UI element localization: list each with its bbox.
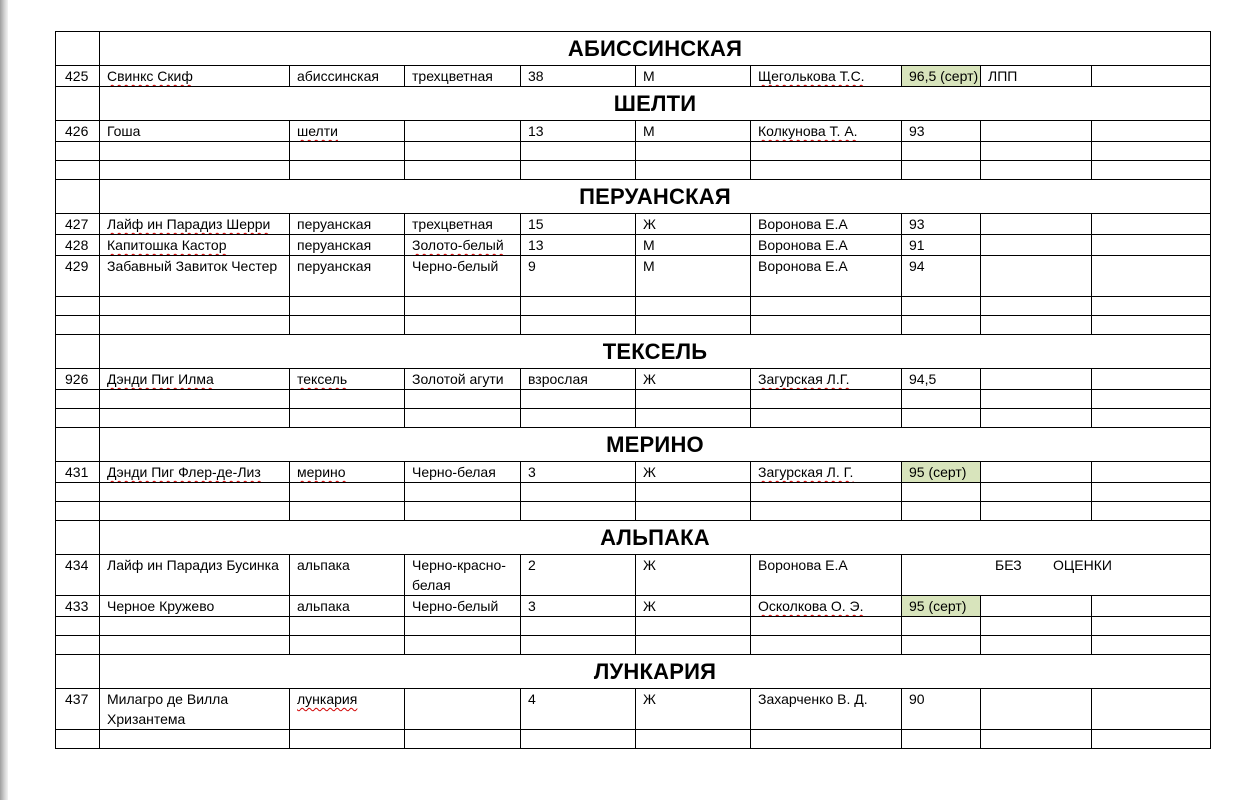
score: 94,5 [902,369,981,390]
animal-name [100,66,290,87]
blank-cell [1092,66,1211,87]
color-text: Золото-белый [412,237,504,253]
owner [751,596,902,617]
animal-name [100,214,290,235]
section-blank-cell [56,335,100,369]
owner: Захарченко В. Д. [751,689,902,730]
extra [981,235,1092,256]
age: 3 [521,462,636,483]
owner-text: Загурская Л. Г. [758,464,854,480]
empty-row [56,409,1211,428]
owner: Воронова Е.А [751,235,902,256]
score: 95 (серт) [902,462,981,483]
breed: перуанская [290,256,405,297]
entry-number: 926 [56,369,100,390]
owner-text: Щеголькова Т.С. [758,68,865,84]
sex: Ж [636,689,751,730]
table-row [56,689,1211,730]
extra [981,214,1092,235]
section-blank-cell [56,180,100,214]
blank-cell [1092,235,1211,256]
score: 95 (серт) [902,596,981,617]
empty-row [56,390,1211,409]
breed: абиссинская [290,66,405,87]
section-title: ПЕРУАНСКАЯ [100,180,1211,214]
blank-cell [1092,369,1211,390]
section-title: АБИССИНСКАЯ [100,32,1211,66]
breed-text: шелти [297,123,338,139]
color: Черно-белый [405,596,521,617]
age: 13 [521,121,636,142]
pet-registry-table [55,31,1211,749]
score: 96,5 (серт) [902,66,981,87]
extra [981,596,1092,617]
extra [981,689,1092,730]
animal-name: Забавный Завиток Честер [100,256,290,297]
animal-name-text: Свинкс Скиф [107,68,193,84]
breed: перуанская [290,214,405,235]
score: 91 [902,235,981,256]
sex: Ж [636,369,751,390]
animal-name: Черное Кружево [100,596,290,617]
blank-cell [1092,596,1211,617]
empty-row [56,316,1211,335]
section-header-row [56,32,1211,66]
entry-number: 426 [56,121,100,142]
page-left-shadow [0,0,8,800]
sex: М [636,66,751,87]
owner: Воронова Е.А [751,214,902,235]
sex: Ж [636,596,751,617]
breed: перуанская [290,235,405,256]
table-row [56,256,1211,297]
owner-text: Осколкова О. Э. [758,598,864,614]
breed [290,121,405,142]
table-row [56,462,1211,483]
owner [751,369,902,390]
section-header-row [56,335,1211,369]
table-row [56,369,1211,390]
empty-row [56,297,1211,316]
section-header-row [56,428,1211,462]
color: Черно-белый [405,256,521,297]
color: Черно-белая [405,462,521,483]
age: 13 [521,235,636,256]
section-header-row [56,87,1211,121]
age: 3 [521,596,636,617]
no-score-note-word1: БЕЗ [995,557,1022,573]
score: 93 [902,214,981,235]
empty-row [56,161,1211,180]
owner [751,66,902,87]
section-blank-cell [56,87,100,121]
owner-text: Колкунова Т. А. [758,123,858,139]
animal-name-text: Лайф ин Парадиз Шерри [107,216,271,232]
breed-text: тексель [297,371,348,387]
owner-text: Загурская Л.Г. [758,371,850,387]
section-title: АЛЬПАКА [100,521,1211,555]
breed [290,369,405,390]
age: 9 [521,256,636,297]
breed-text: мерино [297,464,346,480]
color: Золотой агути [405,369,521,390]
blank-cell [1092,256,1211,297]
age: 2 [521,555,636,596]
section-blank-cell [56,428,100,462]
animal-name-text: Капитошка Кастор [107,237,227,253]
blank-cell [1092,462,1211,483]
no-score-note [902,555,1211,596]
table-row [56,66,1211,87]
section-title: ТЕКСЕЛЬ [100,335,1211,369]
entry-number: 427 [56,214,100,235]
color [405,689,521,730]
entry-number: 431 [56,462,100,483]
score: 90 [902,689,981,730]
color [405,121,521,142]
table-row [56,121,1211,142]
color: трехцветная [405,66,521,87]
score: 93 [902,121,981,142]
entry-number: 428 [56,235,100,256]
entry-number: 429 [56,256,100,297]
animal-name-text: Дэнди Пиг Флер-де-Лиз [107,464,261,480]
blank-cell [1092,214,1211,235]
score: 94 [902,256,981,297]
no-score-note-word2: ОЦЕНКИ [1053,557,1112,573]
animal-name: Лайф ин Парадиз Бусинка [100,555,290,596]
section-title: ЛУНКАРИЯ [100,655,1211,689]
extra [981,256,1092,297]
sex: Ж [636,214,751,235]
breed [290,689,405,730]
empty-row [56,730,1211,749]
extra: ЛПП [981,66,1092,87]
sex: Ж [636,462,751,483]
empty-row [56,636,1211,655]
owner [751,462,902,483]
breed: альпака [290,555,405,596]
age: взрослая [521,369,636,390]
extra [981,369,1092,390]
age: 38 [521,66,636,87]
animal-name [100,235,290,256]
empty-row [56,483,1211,502]
sex: Ж [636,555,751,596]
age: 4 [521,689,636,730]
empty-row [56,617,1211,636]
animal-name [100,369,290,390]
owner: Воронова Е.А [751,555,902,596]
age: 15 [521,214,636,235]
section-header-row [56,180,1211,214]
animal-name [100,462,290,483]
color: трехцветная [405,214,521,235]
color: Черно-красно-белая [405,555,521,596]
sex: М [636,121,751,142]
owner: Воронова Е.А [751,256,902,297]
entry-number: 425 [56,66,100,87]
blank-cell [1092,689,1211,730]
section-title: ШЕЛТИ [100,87,1211,121]
section-blank-cell [56,655,100,689]
section-title: МЕРИНО [100,428,1211,462]
section-blank-cell [56,32,100,66]
table-row [56,235,1211,256]
section-header-row [56,521,1211,555]
entry-number: 434 [56,555,100,596]
entry-number: 433 [56,596,100,617]
section-header-row [56,655,1211,689]
extra [981,121,1092,142]
extra [981,462,1092,483]
empty-row [56,142,1211,161]
blank-cell [1092,121,1211,142]
owner [751,121,902,142]
section-blank-cell [56,521,100,555]
color [405,235,521,256]
empty-row [56,502,1211,521]
breed: альпака [290,596,405,617]
animal-name: Милагро де Вилла Хризантема [100,689,290,730]
sex: М [636,235,751,256]
animal-name: Гоша [100,121,290,142]
sex: М [636,256,751,297]
table-row [56,555,1211,596]
breed-text: лункария [297,691,358,707]
table-row [56,214,1211,235]
animal-name-text: Дэнди Пиг Илма [107,371,214,387]
table-row [56,596,1211,617]
breed [290,462,405,483]
entry-number: 437 [56,689,100,730]
